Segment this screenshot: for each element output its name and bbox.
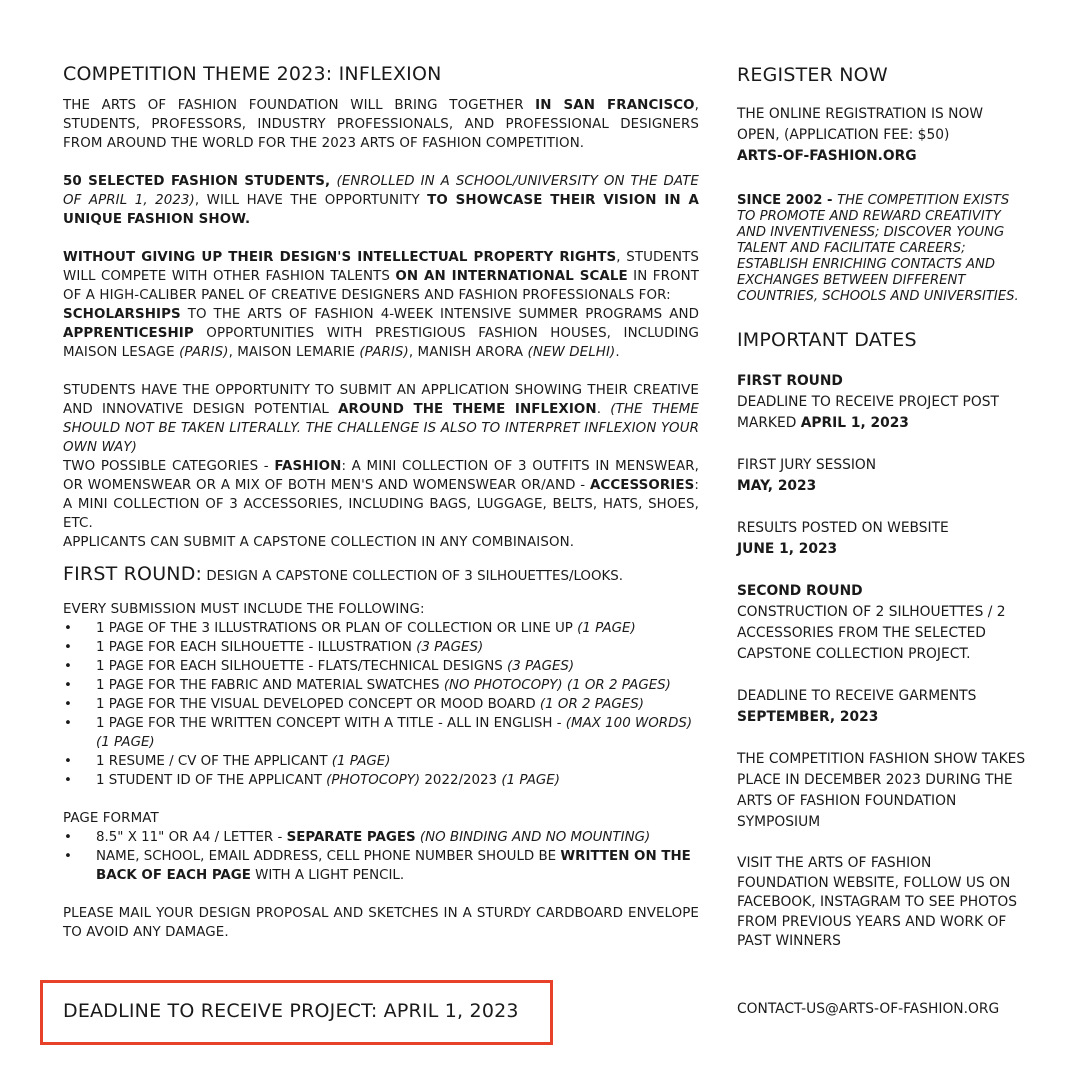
showcase-text: TO SHOWCASE THEIR VISION IN A UNIQUE FASHION SHOW. bbox=[63, 193, 699, 227]
garments-text: DEADLINE TO RECEIVE GARMENTS bbox=[737, 688, 977, 704]
format-size: 8.5" X 11" OR A4 / LETTER - bbox=[96, 830, 287, 845]
register-text: THE ONLINE REGISTRATION IS NOW OPEN, (APPLICATION FEE: $50) bbox=[737, 106, 984, 143]
list-item bbox=[63, 619, 699, 638]
register-title: REGISTER NOW bbox=[737, 64, 888, 86]
fashion-desc: : A MINI COLLECTION OF 3 OUTFITS IN MENSWEAR, OR WOMENSWEAR OR A MIX OF BOTH MEN'S AND WOMENSWEAR OR/AND - bbox=[63, 459, 699, 493]
jury-date-block bbox=[737, 455, 1027, 497]
list-item bbox=[63, 695, 699, 714]
item-note: (PHOTOCOPY) bbox=[326, 773, 421, 788]
results-date: JUNE 1, 2023 bbox=[737, 541, 838, 557]
selected-students: 50 SELECTED FASHION STUDENTS, bbox=[63, 174, 337, 189]
visit-text: VISIT THE ARTS OF FASHION FOUNDATION WEBSITE, FOLLOW US ON FACEBOOK, INSTAGRAM TO SEE PHOTOS FROM PREVIOUS YEARS AND WORK OF PAST WINNERS bbox=[737, 855, 1017, 949]
first-round-date-block bbox=[737, 371, 1027, 434]
item-note: (1 PAGE) bbox=[577, 621, 636, 636]
theme-paragraph bbox=[63, 381, 699, 552]
item-note: (1 OR 2 PAGES) bbox=[539, 697, 644, 712]
written-back: WRITTEN ON THE BACK OF EACH PAGE bbox=[96, 849, 691, 883]
first-round-heading bbox=[63, 563, 699, 588]
theme-text: STUDENTS HAVE THE OPPORTUNITY TO SUBMIT AN APPLICATION SHOWING THEIR CREATIVE AND INNOVATIVE DESIGN POTENTIAL bbox=[63, 383, 699, 417]
international-scale: ON AN INTERNATIONAL SCALE bbox=[395, 269, 628, 284]
dates-title: IMPORTANT DATES bbox=[737, 329, 917, 351]
period: . bbox=[615, 345, 620, 360]
accessories-desc: : A MINI COLLECTION OF 3 ACCESSORIES, INCLUDING BAGS, LUGGAGE, BELTS, HATS, SHOES, ETC. bbox=[63, 478, 699, 531]
intro-paragraph bbox=[63, 96, 699, 153]
city-paris-2: (PARIS) bbox=[359, 345, 409, 360]
item-text: 1 PAGE FOR THE WRITTEN CONCEPT WITH A TITLE - ALL IN ENGLISH - bbox=[96, 716, 566, 731]
list-item bbox=[63, 657, 699, 676]
intro-location: IN SAN FRANCISCO bbox=[535, 98, 695, 113]
item-note: (1 PAGE) bbox=[331, 754, 391, 769]
page-format-title: PAGE FORMAT bbox=[63, 811, 159, 826]
city-new-delhi: (NEW DELHI) bbox=[527, 345, 616, 360]
item-text: 1 STUDENT ID OF THE APPLICANT bbox=[96, 773, 327, 788]
show-text: THE COMPETITION FASHION SHOW TAKES PLACE IN DECEMBER 2023 DURING THE ARTS OF FASHION FOUNDATION SYMPOSIUM bbox=[737, 751, 1026, 830]
separate-pages: SEPARATE PAGES bbox=[286, 830, 416, 845]
second-round-label: SECOND ROUND bbox=[737, 583, 863, 599]
item-text: 1 PAGE OF THE 3 ILLUSTRATIONS OR PLAN OF COLLECTION OR LINE UP bbox=[96, 621, 578, 636]
categories-text: TWO POSSIBLE CATEGORIES - bbox=[63, 459, 275, 474]
item-text: 1 RESUME / CV OF THE APPLICANT bbox=[96, 754, 332, 769]
house-arora: , MANISH ARORA bbox=[408, 345, 528, 360]
page-format-list bbox=[63, 828, 699, 885]
results-date-block bbox=[737, 518, 1027, 560]
pencil-text: WITH A LIGHT PENCIL. bbox=[250, 868, 405, 883]
second-round-text: CONSTRUCTION OF 2 SILHOUETTES / 2 ACCESSORIES FROM THE SELECTED CAPSTONE COLLECTION PROJECT. bbox=[737, 604, 1006, 662]
item-text: 1 PAGE FOR EACH SILHOUETTE - FLATS/TECHNICAL DESIGNS bbox=[96, 659, 507, 674]
register-link[interactable] bbox=[737, 146, 1027, 167]
punct: . bbox=[596, 402, 611, 417]
panel-text: IN FRONT OF A HIGH-CALIBER PANEL OF CREATIVE DESIGNERS AND FASHION PROFESSIONALS FOR: bbox=[63, 269, 700, 303]
ip-rights: WITHOUT GIVING UP THEIR DESIGN'S INTELLECTUAL PROPERTY RIGHTS bbox=[63, 250, 617, 265]
list-item bbox=[63, 771, 699, 790]
list-item bbox=[63, 676, 699, 695]
intro-text: THE ARTS OF FASHION FOUNDATION WILL BRING TOGETHER bbox=[63, 98, 536, 113]
list-item bbox=[63, 828, 699, 847]
programs-text: TO THE ARTS OF FASHION 4-WEEK INTENSIVE SUMMER PROGRAMS AND bbox=[180, 307, 699, 322]
list-item bbox=[63, 714, 699, 752]
results-text: RESULTS POSTED ON WEBSITE bbox=[737, 520, 949, 536]
first-round-date: APRIL 1, 2023 bbox=[800, 415, 909, 431]
register-link-text[interactable]: ARTS-OF-FASHION.ORG bbox=[737, 148, 917, 164]
info-text: NAME, SCHOOL, EMAIL ADDRESS, CELL PHONE NUMBER SHOULD BE bbox=[96, 849, 561, 864]
item-note: (NO PHOTOCOPY) (1 OR 2 PAGES) bbox=[443, 678, 671, 693]
houses-text: OPPORTUNITIES WITH PRESTIGIOUS FASHION HOUSES, INCLUDING MAISON LESAGE bbox=[63, 326, 699, 360]
rights-text: , STUDENTS WILL COMPETE WITH OTHER FASHION TALENTS bbox=[63, 250, 699, 284]
garments-date-block bbox=[737, 686, 1027, 728]
intro-text-end: , STUDENTS, PROFESSORS, INDUSTRY PROFESSIONALS, AND PROFESSIONAL DESIGNERS FROM AROUND THE WORLD FOR THE 2023 ARTS OF FASHION COMPETITION. bbox=[63, 98, 699, 151]
city-paris-1: (PARIS) bbox=[179, 345, 229, 360]
item-text: 1 PAGE FOR THE VISUAL DEVELOPED CONCEPT OR MOOD BOARD bbox=[96, 697, 540, 712]
item-note: (3 PAGES) bbox=[416, 640, 484, 655]
first-round-label: FIRST ROUND: bbox=[63, 563, 203, 585]
since-label: SINCE 2002 - bbox=[737, 193, 838, 208]
theme-inflexion: AROUND THE THEME INFLEXION bbox=[338, 402, 597, 417]
rights-paragraph bbox=[63, 248, 699, 362]
item-note: (MAX 100 WORDS) (1 PAGE) bbox=[96, 716, 693, 750]
list-item bbox=[63, 847, 699, 885]
deadline-text: DEADLINE TO RECEIVE PROJECT: APRIL 1, 2023 bbox=[63, 1000, 519, 1022]
item-tail: 2022/2023 bbox=[420, 773, 502, 788]
first-round-text: DESIGN A CAPSTONE COLLECTION OF 3 SILHOUETTES/LOOKS. bbox=[202, 569, 624, 584]
item-note-2: (1 PAGE) bbox=[501, 773, 560, 788]
contact-email[interactable]: CONTACT-US@ARTS-OF-FASHION.ORG bbox=[737, 1001, 1000, 1017]
apprenticeship: APPRENTICESHIP bbox=[63, 326, 194, 341]
submission-intro: EVERY SUBMISSION MUST INCLUDE THE FOLLOWING: bbox=[63, 602, 425, 617]
mail-note: PLEASE MAIL YOUR DESIGN PROPOSAL AND SKETCHES IN A STURDY CARDBOARD ENVELOPE TO AVOID ANY DAMAGE. bbox=[63, 906, 699, 940]
students-text: , WILL HAVE THE OPPORTUNITY bbox=[194, 193, 428, 208]
theme-note: (THE THEME SHOULD NOT BE TAKEN LITERALLY. THE CHALLENGE IS ALSO TO INTERPRET INFLEXION YOUR OWN WAY) bbox=[63, 402, 699, 455]
enrollment-note: (ENROLLED IN A SCHOOL/UNIVERSITY ON THE DATE OF APRIL 1, 2023) bbox=[63, 174, 699, 208]
list-item bbox=[63, 638, 699, 657]
list-item bbox=[63, 752, 699, 771]
jury-date: MAY, 2023 bbox=[737, 478, 817, 494]
since-paragraph bbox=[737, 193, 1027, 305]
since-text: THE COMPETITION EXISTS TO PROMOTE AND REWARD CREATIVITY AND INVENTIVENESS; DISCOVER YOUNG TALENT AND FACILITATE CAREERS; ESTABLISH ENRICHING CONTACTS AND EXCHANGES BETWEEN DIFFERENT COUNTRIES, SCHOOLS AND UNIVERSITIES. bbox=[737, 193, 1019, 304]
scholarships: SCHOLARSHIPS bbox=[63, 307, 181, 322]
students-paragraph bbox=[63, 172, 699, 229]
category-accessories: ACCESSORIES bbox=[589, 478, 695, 493]
second-round-block bbox=[737, 581, 1027, 665]
house-lemarie: , MAISON LEMARIE bbox=[228, 345, 360, 360]
item-text: 1 PAGE FOR EACH SILHOUETTE - ILLUSTRATION bbox=[96, 640, 417, 655]
jury-text: FIRST JURY SESSION bbox=[737, 457, 877, 473]
first-round-label: FIRST ROUND bbox=[737, 373, 843, 389]
category-fashion: FASHION bbox=[274, 459, 342, 474]
binding-note: (NO BINDING AND NO MOUNTING) bbox=[415, 830, 651, 845]
first-round-text: DEADLINE TO RECEIVE PROJECT POST MARKED bbox=[737, 394, 999, 431]
garments-date: SEPTEMBER, 2023 bbox=[737, 709, 879, 725]
combination-text: APPLICANTS CAN SUBMIT A CAPSTONE COLLECTION IN ANY COMBINAISON. bbox=[63, 535, 575, 550]
sidebar-column bbox=[737, 63, 1027, 952]
item-text: 1 PAGE FOR THE FABRIC AND MATERIAL SWATCHES bbox=[96, 678, 444, 693]
item-note: (3 PAGES) bbox=[507, 659, 575, 674]
main-column bbox=[63, 62, 699, 942]
submission-list bbox=[63, 619, 699, 790]
page-title: COMPETITION THEME 2023: INFLEXION bbox=[63, 63, 442, 85]
